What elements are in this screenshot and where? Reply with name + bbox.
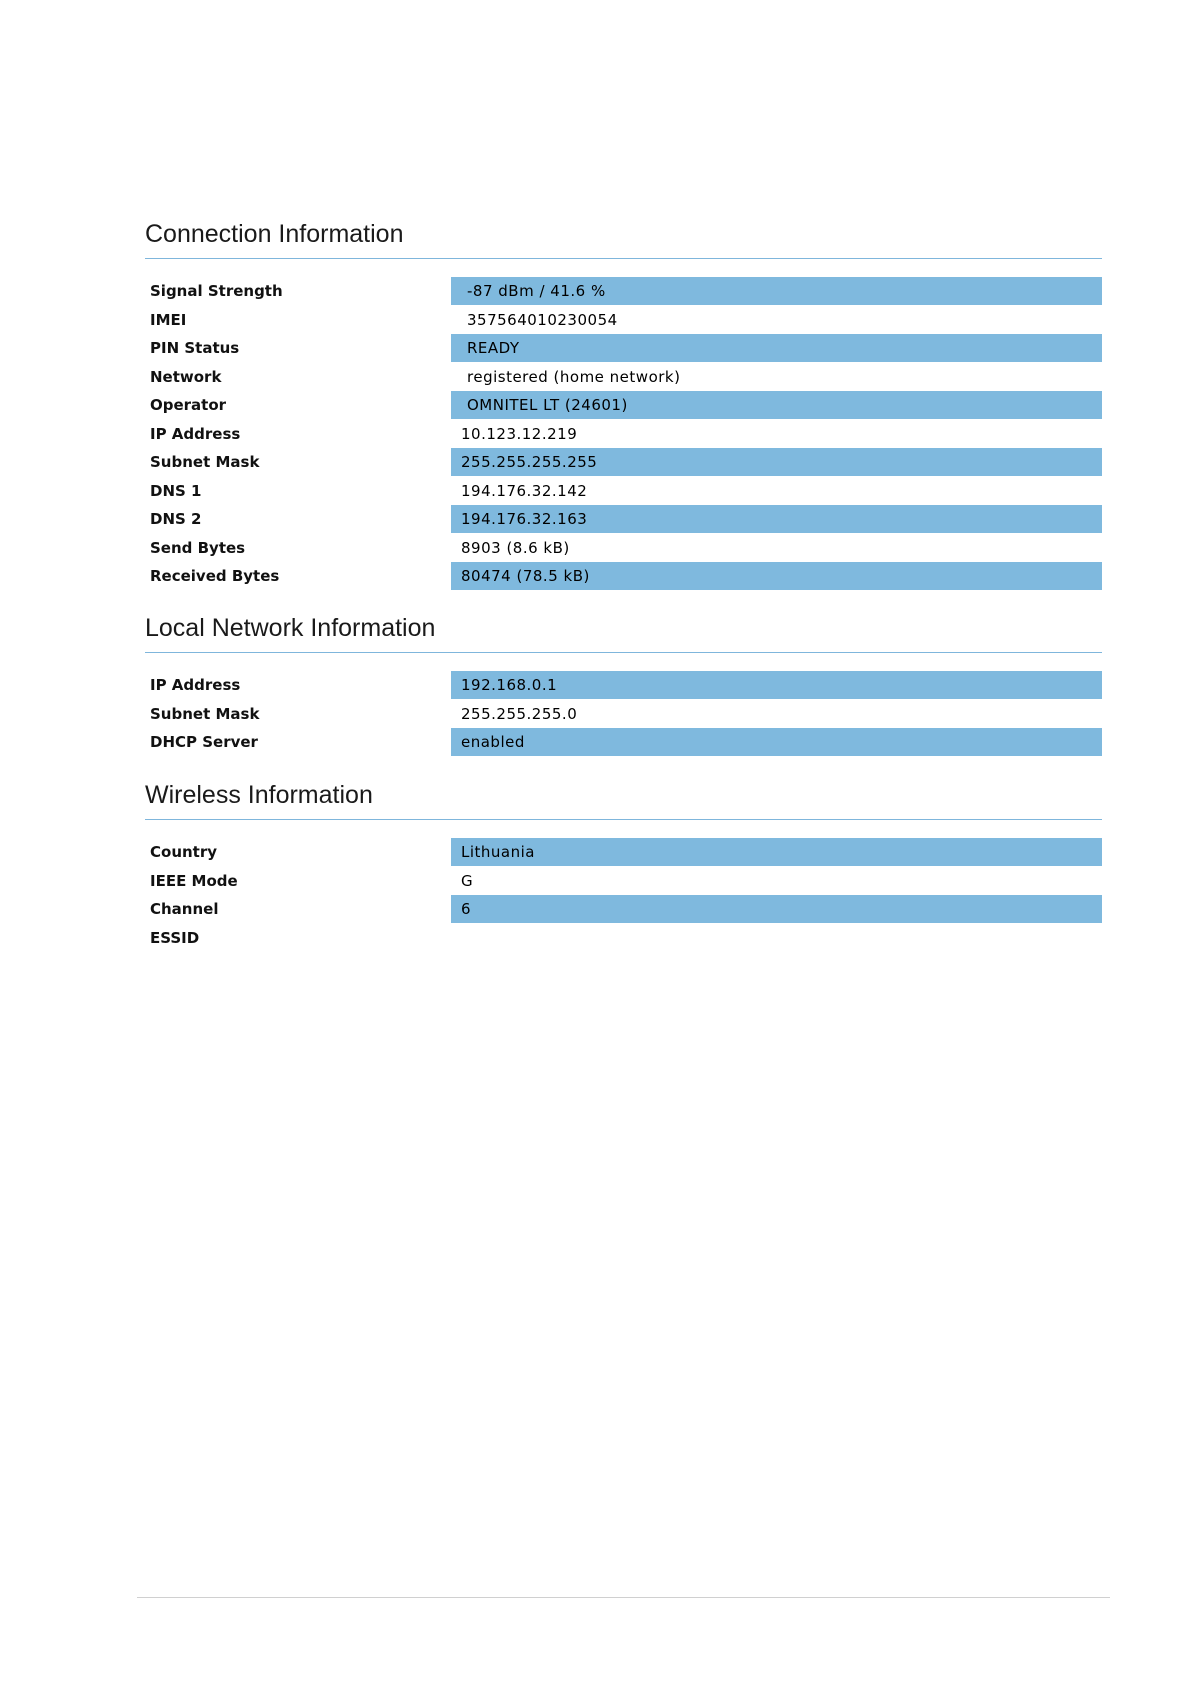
received-bytes-value: 80474 (78.5 kB)	[451, 562, 1102, 590]
wireless-information-table	[145, 838, 1102, 952]
local-network-information-table	[145, 671, 1102, 757]
network-value: registered (home network)	[467, 367, 681, 386]
wireless-information-heading: Wireless Information	[145, 781, 373, 809]
country-value: Lithuania	[451, 838, 1102, 866]
channel-value: 6	[451, 895, 1102, 923]
connection-information-table	[145, 277, 1102, 591]
operator-row	[145, 391, 1102, 420]
essid-row	[145, 924, 1102, 953]
received-bytes-row	[145, 562, 1102, 591]
imei-row	[145, 306, 1102, 335]
country-row	[145, 838, 1102, 867]
network-label: Network	[150, 367, 222, 386]
lan-subnet-mask-label: Subnet Mask	[150, 704, 260, 723]
lan-subnet-mask-value: 255.255.255.0	[461, 704, 578, 723]
pin-status-value: READY	[451, 334, 1102, 362]
dhcp-server-label: DHCP Server	[150, 733, 258, 751]
send-bytes-row	[145, 534, 1102, 563]
dns2-row	[145, 505, 1102, 534]
lan-subnet-mask-row	[145, 700, 1102, 729]
signal-strength-value: -87 dBm / 41.6 %	[451, 277, 1102, 305]
dns1-label: DNS 1	[150, 481, 202, 500]
local-network-information-heading: Local Network Information	[145, 614, 436, 642]
signal-strength-row	[145, 277, 1102, 306]
operator-label: Operator	[150, 396, 227, 414]
lan-ip-address-label: IP Address	[150, 676, 241, 694]
subnet-mask-row	[145, 448, 1102, 477]
country-label: Country	[150, 843, 218, 861]
essid-label: ESSID	[150, 928, 200, 947]
send-bytes-value: 8903 (8.6 kB)	[461, 538, 570, 557]
dns1-row	[145, 477, 1102, 506]
local-network-information-rule	[145, 652, 1102, 653]
imei-label: IMEI	[150, 310, 187, 329]
footer-rule	[137, 1597, 1110, 1598]
received-bytes-label: Received Bytes	[150, 567, 280, 585]
connection-information-heading: Connection Information	[145, 220, 404, 248]
ieee-mode-row	[145, 867, 1102, 896]
connection-information-rule	[145, 258, 1102, 259]
send-bytes-label: Send Bytes	[150, 538, 246, 557]
dhcp-server-value: enabled	[451, 728, 1102, 756]
dns2-label: DNS 2	[150, 510, 202, 528]
imei-value: 357564010230054	[467, 310, 618, 329]
network-row	[145, 363, 1102, 392]
operator-value: OMNITEL LT (24601)	[451, 391, 1102, 419]
ip-address-label: IP Address	[150, 424, 241, 443]
ieee-mode-value: G	[461, 871, 474, 890]
ip-address-value: 10.123.12.219	[461, 424, 578, 443]
pin-status-label: PIN Status	[150, 339, 240, 357]
dhcp-server-row	[145, 728, 1102, 757]
dns2-value: 194.176.32.163	[451, 505, 1102, 533]
subnet-mask-label: Subnet Mask	[150, 453, 260, 471]
lan-ip-address-row	[145, 671, 1102, 700]
wireless-information-rule	[145, 819, 1102, 820]
channel-label: Channel	[150, 900, 219, 918]
lan-ip-address-value: 192.168.0.1	[451, 671, 1102, 699]
pin-status-row	[145, 334, 1102, 363]
ieee-mode-label: IEEE Mode	[150, 871, 238, 890]
channel-row	[145, 895, 1102, 924]
signal-strength-label: Signal Strength	[150, 282, 283, 300]
ip-address-row	[145, 420, 1102, 449]
essid-value	[451, 924, 1102, 952]
dns1-value: 194.176.32.142	[461, 481, 588, 500]
subnet-mask-value: 255.255.255.255	[451, 448, 1102, 476]
